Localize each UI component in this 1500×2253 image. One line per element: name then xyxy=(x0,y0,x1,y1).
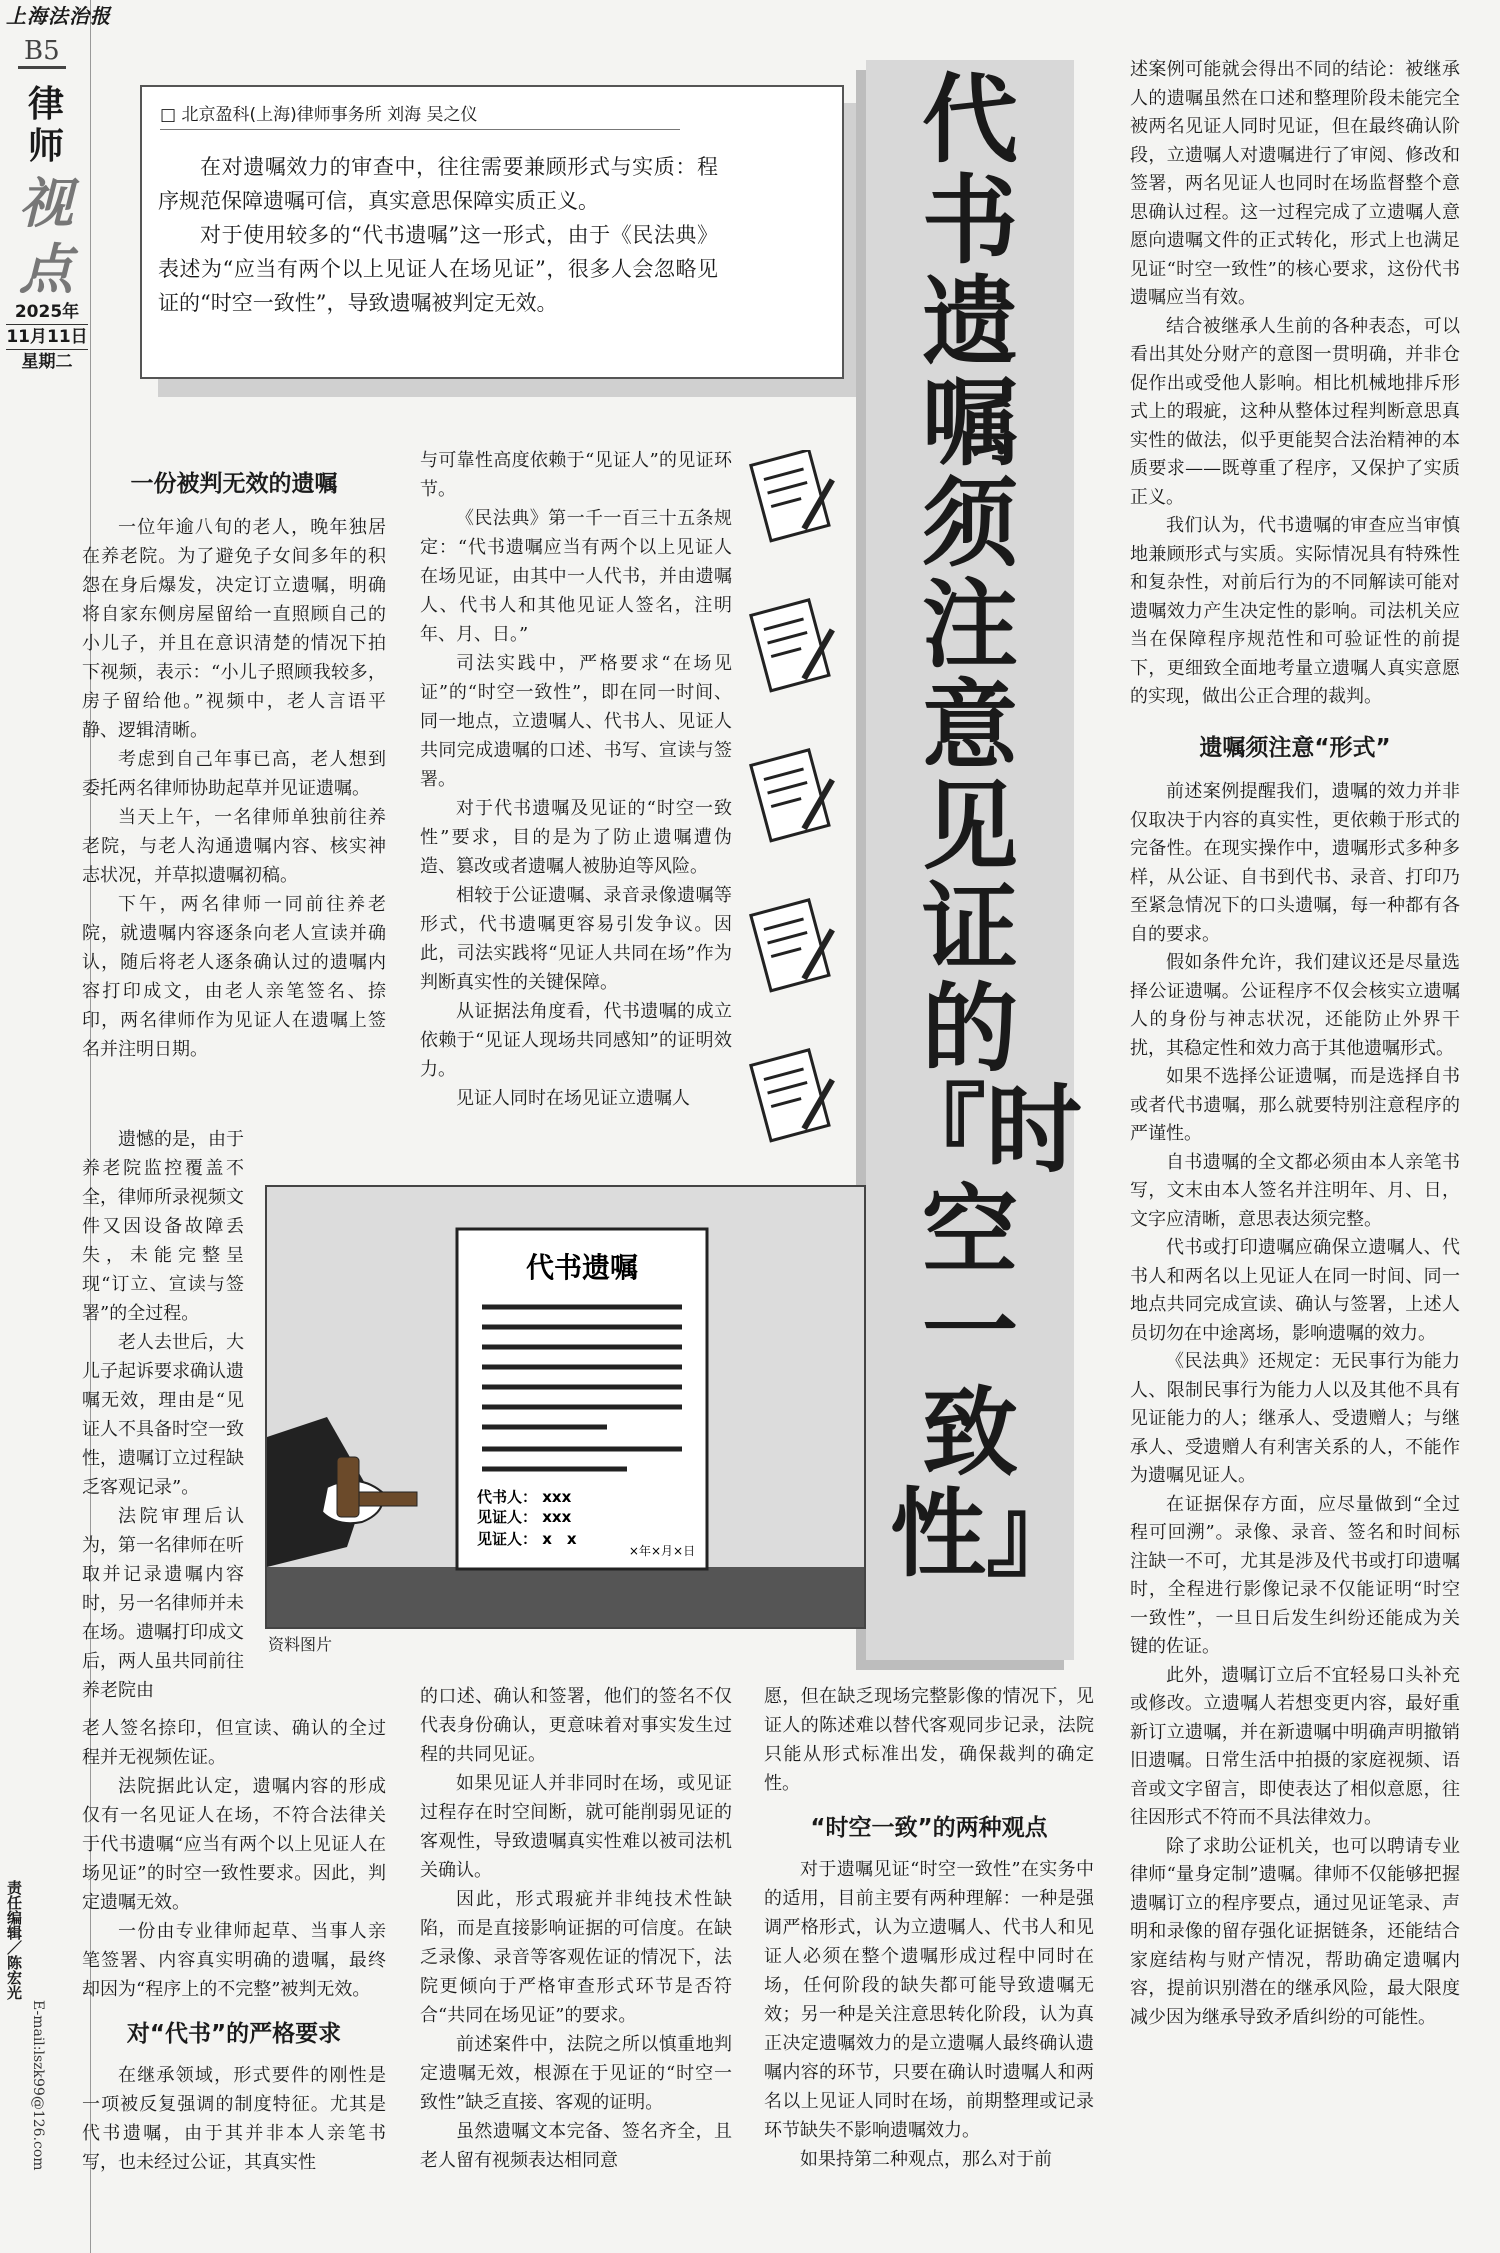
paragraph: 《民法典》第一千一百三十五条规定：“代书遗嘱应当有两个以上见证人在场见证，由其中一人代书，并由遗嘱人、代书人和其他见证人签名，注明年、月、日。” xyxy=(420,508,732,645)
paragraph: 前述案例提醒我们，遗嘱的效力并非仅取决于内容的真实性，更依赖于形式的完备性。在现实操作中，遗嘱形式多种多样，从公证、自书到代书、录音、打印乃至紧急情况下的口头遗嘱，每一种都有各自的要求。 xyxy=(1130,781,1460,945)
column-2 xyxy=(420,446,732,1113)
paragraph: 一位年逾八旬的老人，晚年独居在养老院。为了避免子女间多年的积怨在身后爆发，决定订立遗嘱，明确将自家东侧房屋留给一直照顾自己的小儿子，并且在意识清楚的情况下拍下视频，表示：“小儿子照顾我较多，房子留给他。”视频中，老人言语平静、逻辑清晰。 xyxy=(82,517,386,741)
paragraph: 除了求助公证机关，也可以聘请专业律师“量身定制”遗嘱。律师不仅能够把握遗嘱订立的程序要点，通过见证笔录、声明和录像的留存强化证据链条，还能结合家庭结构与财产情况，帮助确定遗嘱内容，提前识别潜在的继承风险，最大限度减少因为继承导致矛盾纠纷的可能性。 xyxy=(1130,1835,1460,2028)
document-pen-icon xyxy=(751,450,844,541)
paragraph: 从证据法角度看，代书遗嘱的成立依赖于“见证人现场共同感知”的证明效力。 xyxy=(420,1001,732,1080)
page-number: B5 xyxy=(18,36,66,69)
paragraph: 如果见证人并非同时在场，或见证过程存在时空间断，就可能削弱见证的客观性，导致遗嘱真实性难以被司法机关确认。 xyxy=(420,1773,732,1881)
subheading-1: 一份被判无效的遗嘱 xyxy=(130,471,338,497)
column-1 xyxy=(82,470,386,1064)
column-2-lower xyxy=(420,1682,732,2175)
paragraph: 法院据此认定，遗嘱内容的形成仅有一名见证人在场，不符合法律关于代书遗嘱“应当有两个以上见证人在场见证”的时空一致性要求。因此，判定遗嘱无效。 xyxy=(82,1776,386,1913)
paragraph: 如果不选择公证遗嘱，而是选择自书或者代书遗嘱，那么就要特别注意程序的严谨性。 xyxy=(1130,1066,1460,1144)
byline: □ 北京盈科(上海)律师事务所 刘海 吴之仪 xyxy=(160,100,680,130)
issue-year: 2025年 xyxy=(14,302,80,322)
paragraph: 如果持第二种观点，那么对于前 xyxy=(800,2149,1052,2170)
document-pen-icon xyxy=(751,1046,844,1141)
editor-email: E-mail:lszk99@126.com xyxy=(30,2000,46,2171)
doc-line-witness-2: 见证人： x x xyxy=(477,1530,577,1548)
paragraph: 在继承领域，形式要件的刚性是一项被反复强调的制度特征。尤其是代书遗嘱，由于其并非本人亲笔书写，也未经过公证，其真实性 xyxy=(82,2065,386,2173)
will-illustration xyxy=(267,1187,864,1627)
paragraph: 假如条件允许，我们建议还是尽量选择公证遗嘱。公证程序不仅会核实立遗嘱人的身份与神志状况，还能防止外界干扰，其稳定性和效力高于其他遗嘱形式。 xyxy=(1130,952,1460,1059)
paragraph: 我们认为，代书遗嘱的审查应当审慎地兼顾形式与实质。实际情况具有特殊性和复杂性，对前后行为的不同解读可能对遗嘱效力产生决定性的影响。司法机关应当在保障程序规范性和可验证性的前提下，更细致全面地考量立遗嘱人真实意愿的实现，做出公正合理的裁判。 xyxy=(1130,515,1460,707)
paragraph: 述案例可能就会得出不同的结论：被继承人的遗嘱虽然在口述和整理阶段未能完全被两名见证人同时见证，但在最终确认阶段，立遗嘱人对遗嘱进行了审阅、修改和签署，两名见证人也同时在场监督整个意思确认过程。这一过程完成了立遗嘱人意愿向遗嘱文件的正式转化，形式上也满足见证“时空一致性”的核心要求，这份代书遗嘱应当有效。 xyxy=(1130,59,1460,308)
intro-text xyxy=(158,150,718,320)
paragraph: 自书遗嘱的全文都必须由本人亲笔书写，文末由本人签名并注明年、月、日，文字应清晰，意思表达须完整。 xyxy=(1130,1151,1460,1230)
column-name-2: 视点 xyxy=(19,171,73,301)
paragraph: 老人去世后，大儿子起诉要求确认遗嘱无效，理由是“见证人不具备时空一致性，遗嘱订立过程缺乏客观记录”。 xyxy=(82,1332,244,1498)
column-1-lower xyxy=(82,1714,386,2177)
issue-day: 11月11日 xyxy=(6,324,88,350)
paragraph: 一份由专业律师起草、当事人亲笔签署、内容真实明确的遗嘱，最终却因为“程序上的不完整”被判无效。 xyxy=(82,1921,386,2000)
paragraph: 遗憾的是，由于养老院监控覆盖不全，律师所录视频文件又因设备故障丢失，未能完整呈现“订立、宣读与签署”的全过程。 xyxy=(82,1129,244,1324)
paragraph: 法院审理后认为，第一名律师在听取并记录遗嘱内容时，另一名律师并未在场。遗嘱打印成文后，两人虽共同前往养老院由 xyxy=(82,1506,244,1701)
document-icons xyxy=(745,450,845,1150)
paragraph: 考虑到自己年事已高，老人想到委托两名律师协助起草并见证遗嘱。 xyxy=(82,749,386,799)
paragraph: 代书或打印遗嘱应确保立遗嘱人、代书人和两名以上见证人在同一时间、同一地点共同完成宣读、确认与签署，上述人员切勿在中途离场，影响遗嘱的效力。 xyxy=(1130,1237,1460,1344)
paragraph: 愿，但在缺乏现场完整影像的情况下，见证人的陈述难以替代客观同步记录，法院只能从形式标准出发，确保裁判的确定性。 xyxy=(764,1686,1094,1794)
paragraph: 见证人同时在场见证立遗嘱人 xyxy=(456,1088,690,1109)
paragraph: 因此，形式瑕疵并非纯技术性缺陷，而是直接影响证据的可信度。在缺乏录像、录音等客观佐证的情况下，法院更倾向于严格审查形式环节是否符合“共同在场见证”的要求。 xyxy=(420,1889,732,2026)
doc-date: ×年×月×日 xyxy=(628,1544,696,1558)
paragraph: 与可靠性高度依赖于“见证人”的见证环节。 xyxy=(420,450,732,500)
subheading-3: “时空一致”的两种观点 xyxy=(810,1815,1048,1841)
intro-para: 在对遗嘱效力的审查中，往往需要兼顾形式与实质：程序规范保障遗嘱可信，真实意思保障实质正义。 xyxy=(158,155,718,213)
masthead: 上海法治报 xyxy=(6,4,111,28)
paragraph: 对于代书遗嘱及见证的“时空一致性”要求，目的是为了防止遗嘱遭伪造、篡改或者遗嘱人被胁迫等风险。 xyxy=(420,798,732,877)
paragraph: 相较于公证遗嘱、录音录像遗嘱等形式，代书遗嘱更容易引发争议。因此，司法实践将“见证人共同在场”作为判断真实性的关键保障。 xyxy=(420,885,732,993)
paragraph: 此外，遗嘱订立后不宜轻易口头补充或修改。立遗嘱人若想变更内容，最好重新订立遗嘱，并在新遗嘱中明确声明撤销旧遗嘱。日常生活中拍摄的家庭视频、语音或文字留言，即使表达了相似意愿，往往因形式不符而不具法律效力。 xyxy=(1130,1664,1460,1828)
column-4 xyxy=(1130,56,1460,2032)
column-3 xyxy=(764,1682,1094,2174)
document-pen-icon xyxy=(751,596,844,691)
paragraph: 下午，两名律师一同前往养老院，就遗嘱内容逐条向老人宣读并确认，随后将老人逐条确认过的遗嘱内容打印成文，由老人亲笔签名、捺印，两名律师作为见证人在遗嘱上签名并注明日期。 xyxy=(82,894,386,1060)
paragraph: 老人签名捺印，但宣读、确认的全过程并无视频佐证。 xyxy=(82,1718,386,1768)
gavel-head xyxy=(337,1457,359,1517)
doc-line-witness-1: 见证人： xxx xyxy=(477,1508,572,1526)
paragraph: 《民法典》还规定：无民事行为能力人、限制民事行为能力人以及其他不具有见证能力的人；继承人、受遗赠人；与继承人、受遗赠人有利害关系的人，不能作为遗嘱见证人。 xyxy=(1130,1351,1460,1486)
paragraph: 当天上午，一名律师单独前往养老院，与老人沟通遗嘱内容、核实神志状况，并草拟遗嘱初稿。 xyxy=(82,807,386,886)
document-pen-icon xyxy=(751,896,844,991)
column-name: 律师 xyxy=(27,84,64,167)
issue-date xyxy=(6,300,88,374)
editor-credit: 责任编辑／陈宏光 xyxy=(5,1880,23,2000)
image-caption: 资料图片 xyxy=(268,1635,333,1654)
document-icon-strip xyxy=(745,450,845,1150)
subheading-2: 对“代书”的严格要求 xyxy=(126,2021,342,2047)
doc-line-scribe: 代书人： xxx xyxy=(477,1488,572,1506)
paragraph: 在证据保存方面，应尽量做到“全过程可回溯”。录像、录音、签名和时间标注缺一不可，尤其是涉及代书或打印遗嘱时，全程进行影像记录不仅能证明“时空一致性”，一旦日后发生纠纷还能成为关键的佐证。 xyxy=(1130,1493,1460,1657)
paragraph: 结合被继承人生前的各种表态，可以看出其处分财产的意图一贯明确，并非仓促作出或受他人影响。相比机械地排斥形式上的瑕疵，这种从整体过程判断意思真实性的做法，似乎更能契合法治精神的本质要求——既尊重了程序，又保护了实质正义。 xyxy=(1130,315,1460,508)
doc-title: 代书遗嘱 xyxy=(525,1251,639,1284)
issue-weekday: 星期二 xyxy=(21,352,73,372)
column-1-narrow xyxy=(82,1125,244,1705)
subheading-4: 遗嘱须注意“形式” xyxy=(1199,734,1391,761)
intro-para: 对于使用较多的“代书遗嘱”这一形式，由于《民法典》表述为“应当有两个以上见证人在场见证”，很多人会忽略见证的“时空一致性”，导致遗嘱被判定无效。 xyxy=(158,223,718,315)
article-title: 代书遗嘱须注意见证的『时空一致性』 xyxy=(890,64,1082,1590)
document-pen-icon xyxy=(751,746,844,841)
paragraph: 司法实践中，严格要求“在场见证”的“时空一致性”，即在同一时间、同一地点，立遗嘱人、代书人、见证人共同完成遗嘱的口述、书写、宣读与签署。 xyxy=(420,653,732,790)
paragraph: 的口述、确认和签署，他们的签名不仅代表身份确认，更意味着对事实发生过程的共同见证。 xyxy=(420,1686,732,1765)
illustration xyxy=(265,1185,866,1629)
paragraph: 对于遗嘱见证“时空一致性”在实务中的适用，目前主要有两种理解：一种是强调严格形式，认为立遗嘱人、代书人和见证人必须在整个遗嘱形成过程中同时在场，任何阶段的缺失都可能导致遗嘱无效；另一种是关注意思转化阶段，认为真正决定遗嘱效力的是立遗嘱人最终确认遗嘱内容的环节，只要在确认时遗嘱人和两名以上见证人同时在场，前期整理或记录环节缺失不影响遗嘱效力。 xyxy=(764,1859,1094,2141)
paragraph: 前述案件中，法院之所以慎重地判定遗嘱无效，根源在于见证的“时空一致性”缺乏直接、客观的证明。 xyxy=(420,2034,732,2113)
paragraph: 虽然遗嘱文本完备、签名齐全，且老人留有视频表达相同意 xyxy=(420,2121,732,2171)
